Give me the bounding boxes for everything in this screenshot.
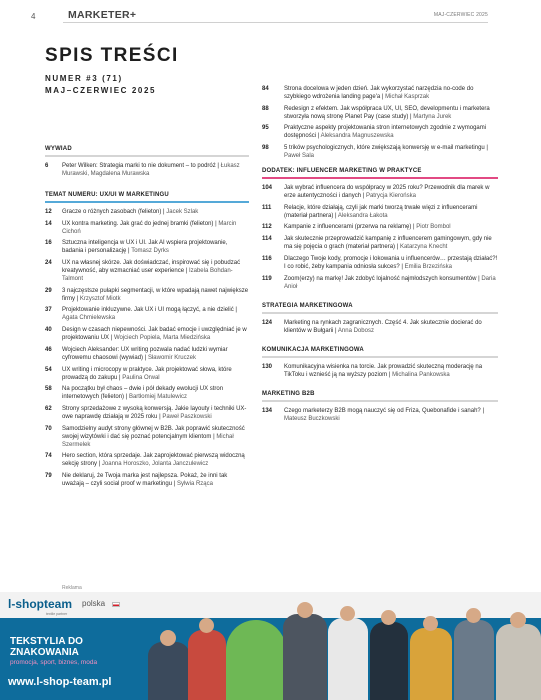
toc-page-number: 29 [45, 287, 52, 294]
toc-entry[interactable] [262, 319, 498, 335]
toc-entry[interactable] [45, 287, 249, 303]
toc-entry-title: Strony sprzedażowe z wysoką konwersją. Jakie layouty i techniki UX-owe naprawdę działają w 2025 roku [62, 405, 247, 420]
toc-entry[interactable] [45, 239, 249, 255]
toc-entry-text: Projektowanie inkluzywne. Jak UX i UI mogą łączyć, a nie dzielić | Agata Chmielewska [62, 307, 237, 322]
toc-page-number: 14 [45, 220, 52, 227]
page-header [0, 0, 541, 30]
toc-entry-text: Design w czasach niepewności. Jak badać emocje i uwzględniać je w projektowaniu UX | Wojciech Popiela, Marta Miedzińska [62, 327, 247, 342]
model-figure [410, 628, 452, 700]
toc-entry-text: Kampanie z influencerami (przerwa na reklamę) | Piotr Bombol [284, 224, 451, 231]
toc-entry-author: Paweł Paszkowski [162, 413, 212, 420]
toc-entry-author: Michał Szermelek [62, 433, 234, 448]
brand-logo: MARKETER+ [68, 9, 137, 21]
toc-entry[interactable] [45, 452, 249, 468]
toc-page-number: 40 [45, 327, 52, 334]
model-figure [454, 620, 494, 700]
toc-entry-author: Izabela Bohdan-Talmont [62, 268, 233, 283]
toc-page-number: 95 [262, 125, 269, 132]
toc-page-number: 88 [262, 105, 269, 112]
toc-entry-text: Samodzielny audyt strony głównej w B2B. Jak poprawić skuteczność swojej wizytówki i dać się poznać potencjalnym klientom | Michał Szermelek [62, 425, 245, 448]
toc-entry-author: Agata Chmielewska [62, 315, 116, 322]
toc-page-number: 130 [262, 363, 273, 370]
toc-entry-author: Sylwia Rząca [176, 480, 213, 487]
toc-entry-text: Sztuczna inteligencja w UX i UI. Jak AI wspiera projektowanie, badania i personalizację | Tomasz Dyrks [62, 240, 228, 255]
toc-entry[interactable] [262, 144, 498, 160]
toc-entry-text: Strony sprzedażowe z wysoką konwersją. Jakie layouty i techniki UX-owe naprawdę działają w 2025 roku | Paweł Paszkowski [62, 405, 247, 420]
toc-entry-text: Na początku był chaos – dwie i pół dekady ewolucji UX stron internetowych (felieton) | Bartłomiej Matulewicz [62, 386, 224, 401]
toc-page-number: 119 [262, 275, 272, 282]
toc-entry-text: Gracze o różnych zasobach (felieton) | Jacek Szlak [62, 209, 199, 215]
toc-entry-title: Komunikacyjna wisienka na torcie. Jak prowadzić skuteczną moderację na TikToku i wznieść ją na wyższy poziom [284, 363, 483, 378]
model-head [340, 606, 355, 621]
toc-page-number: 104 [262, 185, 273, 192]
ad-label: Reklama [62, 585, 82, 591]
toc-entry[interactable] [45, 385, 249, 401]
toc-entry-text: Marketing na rynkach zagranicznych. Część 4. Jak skutecznie docierać do klientów w Bułgarii | Anna Dobosz [284, 319, 482, 334]
toc-entry-text: 3 najczęstsze pułapki segmentacji, w które wpadają nawet największe firmy | Krzysztof Miotk [62, 287, 249, 302]
toc-entry-text: Wojciech Aleksander: UX writing pozwala nadać ludzki wymiar cyfrowemu chaosowi (wywiad) | Sławomir Kruczek [62, 346, 228, 361]
toc-entry-text: Jak wybrać influencera do współpracy w 2025 roku? Przewodnik dla marek w erze autentyczności i danych | Patrycja Kierońska [284, 185, 490, 200]
toc-page-number: 54 [45, 366, 52, 373]
toc-entry[interactable] [262, 204, 498, 220]
toc-entry-title: Marketing na rynkach zagranicznych. Część 4. Jak skutecznie docierać do klientów w Bułgarii [284, 319, 482, 334]
toc-section [262, 168, 498, 290]
toc-page-number: 112 [262, 224, 272, 231]
toc-entry[interactable] [45, 472, 249, 488]
toc-entry-author: Sławomir Kruczek [147, 354, 196, 361]
toc-entry-title: Jak wybrać influencera do współpracy w 2025 roku? Przewodnik dla marek w erze autentyczności i danych [284, 185, 490, 200]
model-figure [496, 624, 541, 700]
toc-entry[interactable] [45, 405, 249, 421]
toc-page-number: 37 [45, 307, 52, 314]
toc-entry-author: Katarzyna Knecht [399, 244, 448, 251]
model-head [199, 618, 214, 633]
toc-entry[interactable] [45, 208, 249, 216]
toc-entry[interactable] [262, 255, 498, 271]
toc-entry-text: Jak skutecznie przeprowadzić kampanię z influencerem gamingowym, gdy nie ma się pojęcia o grach (materiał partnera) | Katarzyna Knecht [284, 236, 492, 251]
toc-entry[interactable] [45, 306, 249, 322]
toc-page-number: 124 [262, 319, 273, 326]
ad-url-link[interactable]: www.l-shop-team.pl [8, 676, 112, 688]
toc-entry[interactable] [45, 220, 249, 236]
toc-entry[interactable] [45, 326, 249, 342]
toc-entry-author: Daria Anioł [284, 275, 496, 290]
toc-entry-title: Hero section, która sprzedaje. Jak zaprojektować pierwszą widoczną sekcję strony [62, 453, 245, 468]
toc-entry-text: Komunikacyjna wisienka na torcie. Jak prowadzić skuteczną moderację na TikToku i wznieść ją na wyższy poziom | Michalina Pankowska [284, 363, 483, 378]
toc-page-number: 16 [45, 240, 52, 247]
ad-logo-text: l-shopteam [8, 597, 73, 611]
toc-page-number: 74 [45, 453, 52, 460]
toc-entry-author: Łukasz Murawski, Magdalena Murawska [62, 163, 240, 177]
issue-number: NUMER #3 (71) [45, 74, 123, 83]
toc-entry-author: Wojciech Popiela, Marta Miedzińska [113, 335, 211, 342]
toc-entry-text: UX writing i microcopy w praktyce. Jak projektować słowa, które prowadzą do zakupu | Paulina Orwal [62, 366, 232, 381]
model-head [423, 616, 438, 631]
toc-entry-author: Martyna Jurek [413, 113, 452, 120]
toc-entry[interactable] [262, 124, 498, 140]
page-number: 4 [31, 12, 36, 21]
model-figure [370, 622, 408, 700]
header-issue: MAJ-CZERWIEC 2025 [433, 12, 488, 18]
toc-entry[interactable] [45, 162, 249, 178]
issue-date: MAJ–CZERWIEC 2025 [45, 86, 157, 95]
ad-logo-country: polska [82, 599, 106, 608]
advertisement-banner[interactable] [0, 592, 541, 700]
toc-entry-title: Praktyczne aspekty projektowania stron internetowych zgodnie z wymogami dostępności [284, 125, 487, 140]
toc-entry-title: Redesign z efektem. Jak współpraca UX, UI, SEO, developmentu i marketera stworzyła nową stronę Planet Pay (case study) [284, 105, 490, 120]
ad-logo-sub: textile partner [46, 612, 68, 616]
toc-page-number: 84 [262, 86, 269, 92]
toc-entry-title: Sztuczna inteligencja w UX i UI. Jak AI wspiera projektowanie, badania i personalizację [62, 240, 228, 255]
toc-page-number: 116 [262, 255, 272, 262]
model-head [381, 610, 396, 625]
toc-entry-title: Jak skutecznie przeprowadzić kampanię z influencerem gamingowym, gdy nie ma się pojęcia o grach (materiał partnera) [284, 236, 492, 251]
toc-entry-author: Patrycja Kierońska [365, 193, 416, 200]
ad-tagline: promocja, sport, biznes, moda [10, 659, 98, 666]
toc-entry-text: 5 trików psychologicznych, które zwiększają konwersję w e-mail marketingu | Paweł Sala [284, 145, 488, 160]
toc-entry-author: Paweł Sala [284, 153, 315, 160]
toc-page-number: 24 [45, 260, 52, 267]
toc-section-title: KOMUNIKACJA MARKETINGOWA [262, 347, 498, 358]
toc-page-number: 12 [45, 209, 52, 215]
toc-entry-title: Strona docelowa w jeden dzień. Jak wykorzystać narzędzia no-code do szybkiego wdrożenia landing page'a [284, 86, 474, 100]
model-head [510, 612, 526, 628]
ad-photo-models [148, 600, 541, 700]
toc-section-title: STRATEGIA MARKETINGOWA [262, 303, 498, 314]
toc-entry-title: UX kontra marketing. Jak grać do jednej bramki (felieton) [62, 220, 214, 227]
toc-right-column [262, 85, 498, 435]
toc-section [45, 146, 249, 178]
toc-entry-author: Paulina Orwal [122, 374, 160, 381]
toc-entry-text: Czego marketerzy B2B mogą nauczyć się od Friza, Quebonafide i sanah? | Mateusz Buczkowski [284, 407, 485, 422]
toc-entry-text: Praktyczne aspekty projektowania stron internetowych zgodnie z wymogami dostępności | Aleksandra Magnuszewska [284, 125, 487, 140]
toc-left-column [45, 146, 249, 494]
toc-entry-author: Anna Dobosz [337, 327, 374, 334]
toc-entry-author: Emilia Brzezińska [404, 263, 452, 270]
toc-section [45, 192, 249, 488]
toc-entry-title: Samodzielny audyt strony głównej w B2B. Jak poprawić skuteczność swojej wizytówki i dać się poznać potencjalnym klientom [62, 425, 245, 440]
toc-page-number: 62 [45, 405, 52, 412]
toc-section [262, 391, 498, 423]
toc-entry-text: Zoom(erzy) na markę! Jak zdobyć lojalność najmłodszych konsumentów | Daria Anioł [284, 275, 496, 290]
umbrella-shape [226, 620, 286, 700]
toc-entry-author: Bartłomiej Matulewicz [128, 394, 187, 401]
toc-entry[interactable] [262, 235, 498, 251]
toc-entry-author: Aleksandra Magnuszewska [320, 133, 394, 140]
toc-entry-author: Piotr Bombol [416, 224, 451, 231]
model-figure [188, 630, 226, 700]
model-head [160, 630, 176, 646]
header-divider [63, 22, 488, 23]
toc-entry-text: Hero section, która sprzedaje. Jak zaprojektować pierwszą widoczną sekcję strony | Joanna Horoszko, Jolanta Janczulewicz [62, 453, 245, 468]
toc-entry-title: UX na własnej skórze. Jak doświadczać, inspirować się i pobudzać kreatywność, aby wzmacniać user experience [62, 260, 241, 275]
toc-page-number: 79 [45, 472, 52, 479]
toc-page-number: 6 [45, 163, 49, 169]
ad-logo [8, 597, 128, 619]
toc-entry[interactable] [45, 259, 249, 283]
toc-entry[interactable] [45, 425, 249, 449]
toc-entry[interactable] [262, 363, 498, 379]
toc-entry-text: Nie deklaruj, że Twoja marka jest najlepsza. Pokaż, że inni tak uważają – czyli social proof w marketingu | Sylwia Rząca [62, 472, 228, 487]
model-figure [328, 618, 368, 700]
toc-entry-text: Redesign z efektem. Jak współpraca UX, UI, SEO, developmentu i marketera stworzyła nową stronę Planet Pay (case study) | Martyna Jurek [284, 105, 490, 120]
toc-entry-title: 3 najczęstsze pułapki segmentacji, w które wpadają nawet największe firmy [62, 287, 249, 302]
toc-page-number: 46 [45, 346, 52, 353]
model-head [466, 608, 481, 623]
toc-entry-text: Peter Wilken: Strategia marki to nie dokument – to podróż | Łukasz Murawski, Magdalena Murawska [62, 163, 240, 177]
toc-entry-author: Jacek Szlak [166, 209, 199, 215]
toc-entry[interactable] [262, 184, 498, 200]
toc-entry-title: 5 trików psychologicznych, które zwiększają konwersję w e-mail marketingu [284, 145, 485, 152]
page-title: SPIS TREŚCI [45, 45, 179, 66]
toc-page-number: 111 [262, 204, 272, 211]
toc-entry-title: Projektowanie inkluzywne. Jak UX i UI mogą łączyć, a nie dzielić [62, 307, 234, 314]
toc-page-number: 70 [45, 425, 52, 432]
toc-page-number: 134 [262, 407, 273, 414]
toc-entry-title: Relacje, które działają, czyli jak marki tworzą trwałe więzi z influencerami (materiał partnera) [284, 204, 478, 219]
toc-entry-title: UX writing i microcopy w praktyce. Jak projektować słowa, które prowadzą do zakupu [62, 366, 232, 381]
toc-page-number: 98 [262, 145, 269, 152]
toc-entry[interactable] [262, 407, 498, 423]
toc-entry-text: UX na własnej skórze. Jak doświadczać, inspirować się i pobudzać kreatywność, aby wzmacniać user experience | Izabela Bohdan-Talmont [62, 260, 241, 283]
toc-entry-title: Nie deklaruj, że Twoja marka jest najlepsza. Pokaż, że inni tak uważają – czyli social proof w marketingu [62, 472, 228, 487]
toc-section-title: DODATEK: INFLUENCER MARKETING W PRAKTYCE [262, 168, 498, 179]
toc-entry-author: Joanna Horoszko, Jolanta Janczulewicz [101, 461, 209, 468]
model-figure [148, 642, 190, 700]
toc-section-continued [262, 85, 498, 160]
toc-entry-author: Michalina Pankowska [392, 371, 450, 378]
toc-entry-title: Na początku był chaos – dwie i pół dekady ewolucji UX stron internetowych (felieton) [62, 386, 224, 401]
toc-section [262, 347, 498, 379]
polish-flag-icon [112, 602, 120, 607]
toc-entry-title: Czego marketerzy B2B mogą nauczyć się od Friza, Quebonafide i sanah? [284, 407, 481, 414]
toc-entry[interactable] [262, 223, 498, 231]
toc-page-number: 114 [262, 236, 272, 243]
toc-entry-author: Tomasz Dyrks [131, 248, 169, 255]
toc-section-title: WYWIAD [45, 146, 249, 157]
toc-entry[interactable] [45, 346, 249, 362]
toc-entry-title: Gracze o różnych zasobach (felieton) [62, 209, 162, 215]
toc-entry-author: Michał Kasprzak [385, 94, 430, 100]
toc-entry-title: Wojciech Aleksander: UX writing pozwala nadać ludzki wymiar cyfrowemu chaosowi (wywiad) [62, 346, 228, 361]
toc-entry-author: Mateusz Buczkowski [284, 415, 340, 422]
toc-section [262, 303, 498, 335]
toc-entry-author: Marcin Cichoń [62, 220, 237, 235]
toc-entry-author: Aleksandra Łakota [337, 212, 388, 219]
toc-entry-title: Peter Wilken: Strategia marki to nie dokument – to podróż [62, 163, 216, 169]
toc-entry-text: UX kontra marketing. Jak grać do jednej bramki (felieton) | Marcin Cichoń [62, 220, 237, 235]
model-head [297, 602, 313, 618]
toc-entry[interactable] [262, 275, 498, 291]
toc-entry[interactable] [262, 105, 498, 121]
toc-entry-title: Zoom(erzy) na markę! Jak zdobyć lojalność najmłodszych konsumentów [284, 275, 477, 282]
toc-entry-author: Krzysztof Miotk [79, 295, 121, 302]
toc-entry-title: Dlaczego Twoje kody, promocje i lokowania u influencerów… przestają działać?! I co robić, żeby kampania odniosła sukces? [284, 255, 498, 270]
toc-page-number: 58 [45, 386, 52, 393]
toc-entry-text: Dlaczego Twoje kody, promocje i lokowania u influencerów… przestają działać?! I co robić, żeby kampania odniosła sukces? | Emilia Brzezińska [284, 255, 498, 270]
toc-entry-text: Relacje, które działają, czyli jak marki tworzą trwałe więzi z influencerami (materiał partnera) | Aleksandra Łakota [284, 204, 478, 219]
toc-entry-text: Strona docelowa w jeden dzień. Jak wykorzystać narzędzia no-code do szybkiego wdrożenia landing page'a | Michał Kasprzak [284, 86, 474, 100]
toc-entry[interactable] [262, 85, 498, 101]
model-figure [283, 614, 327, 700]
toc-entry-title: Kampanie z influencerami (przerwa na reklamę) [284, 224, 412, 231]
toc-entry[interactable] [45, 366, 249, 382]
toc-entry-title: Design w czasach niepewności. Jak badać emocje i uwzględniać je w projektowaniu UX [62, 327, 247, 342]
toc-section-title: MARKETING B2B [262, 391, 498, 402]
ad-headline: TEKSTYLIA DO ZNAKOWANIA [10, 636, 83, 658]
toc-section-title: TEMAT NUMERU: UX/UI W MARKETINGU [45, 192, 249, 203]
